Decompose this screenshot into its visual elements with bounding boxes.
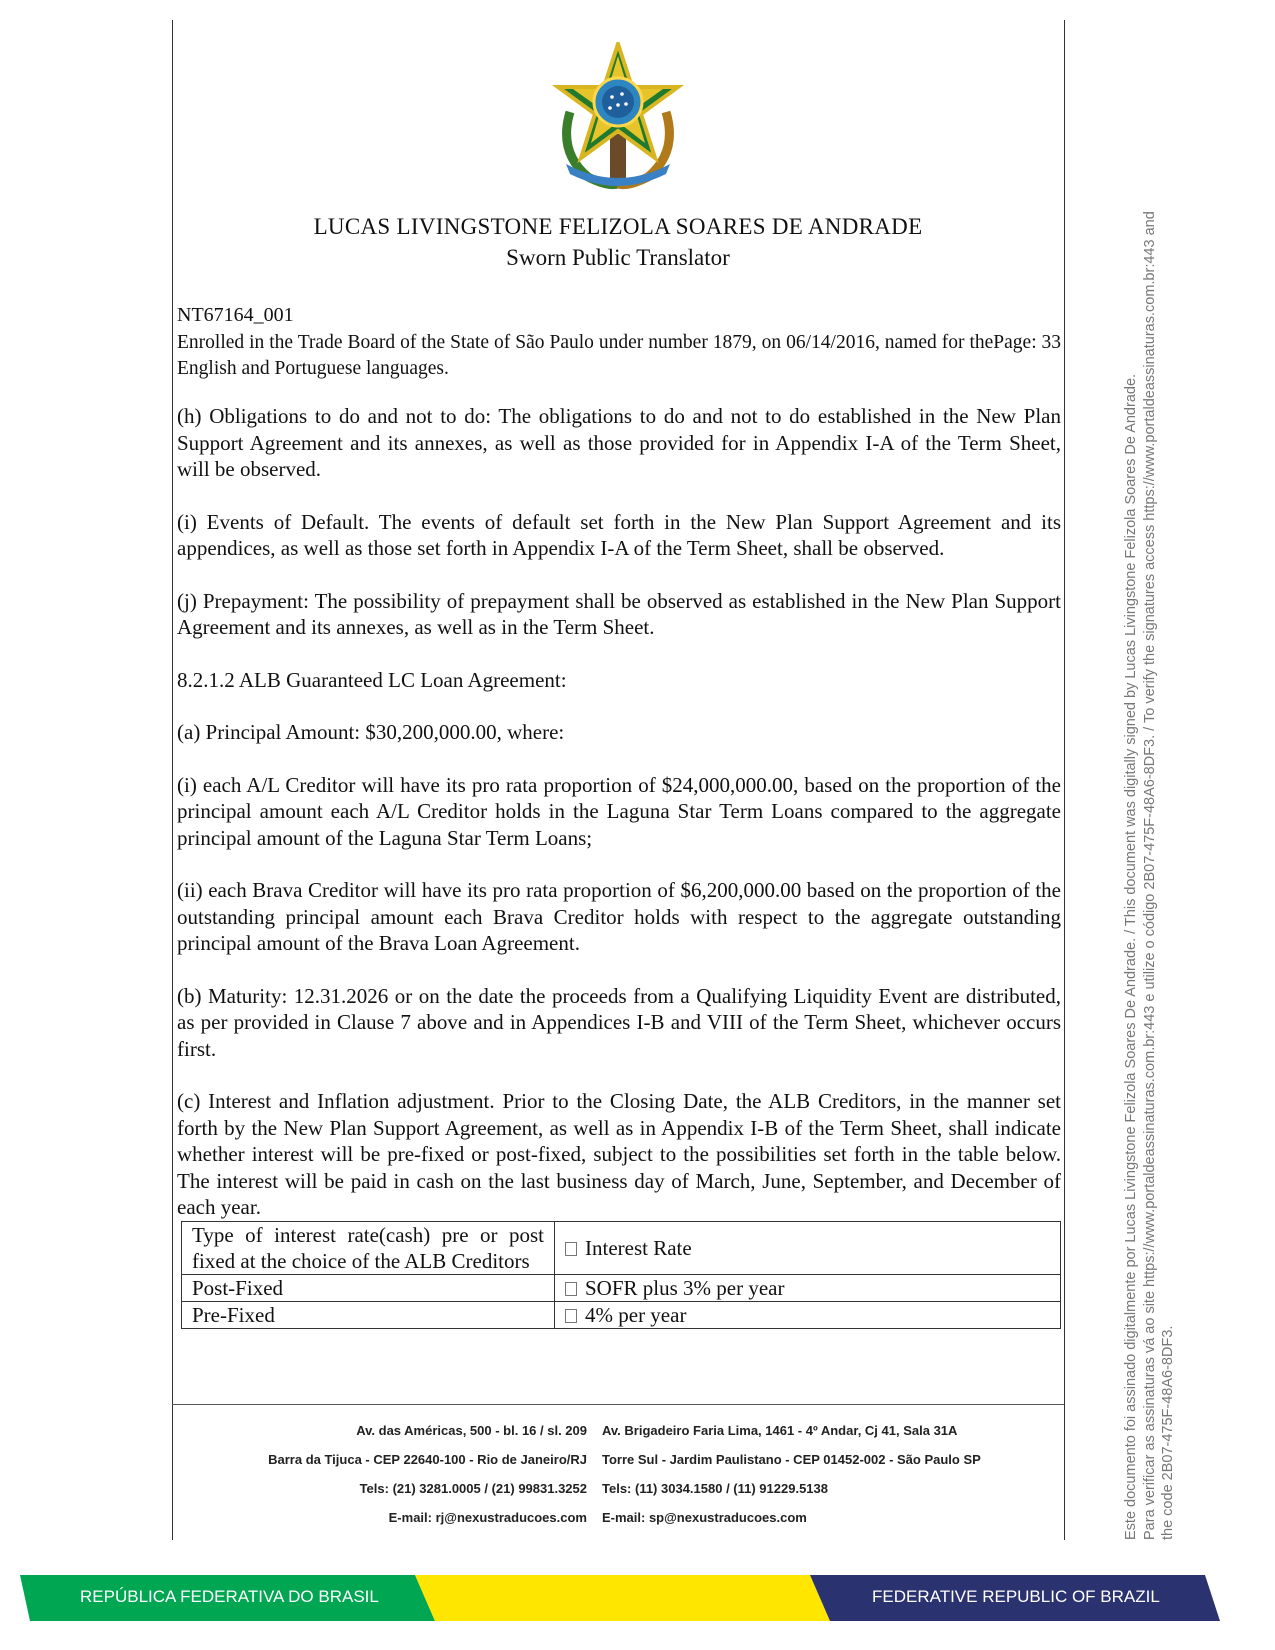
signature-notice-line: the code 2B07-475F-48A6-8DF3. <box>1160 1325 1176 1540</box>
table-header-rate: Interest Rate <box>585 1236 692 1260</box>
checkbox-glyph-icon <box>565 1309 577 1323</box>
page-number: Page: 33 <box>993 332 1061 353</box>
checkbox-glyph-icon <box>565 1242 577 1256</box>
sp-email: E-mail: sp@nexustraducoes.com <box>602 1510 807 1525</box>
enrollment-statement <box>177 330 1061 382</box>
paragraph-principal-amount: (a) Principal Amount: $30,200,000.00, where: <box>177 720 565 744</box>
footer-sao-paulo-office <box>602 1416 981 1532</box>
table-cell-rate-wrap <box>555 1275 1061 1302</box>
signature-notice-line: Este documento foi assinado digitalmente por Lucas Livingstone Felizola Soares De Andrade. / This document was digitally signed by Lucas Livingstone Felizola Soares De Andrade. <box>1123 373 1139 1540</box>
sp-city: Torre Sul - Jardim Paulistano - CEP 01452-002 - São Paulo SP <box>602 1452 981 1467</box>
sp-address: Av. Brigadeiro Faria Lima, 1461 - 4º Andar, Cj 41, Sala 31A <box>602 1423 958 1438</box>
paragraph-brava-creditor: (ii) each Brava Creditor will have its pro rata proportion of $6,200,000.00 based on the proportion of the outstanding principal amount each Brava Creditor holds with respect to the aggregate outstanding principal amount of the Brava Loan Agreement. <box>177 878 1061 955</box>
footer-rio-office <box>268 1416 587 1532</box>
table-header-rate-cell <box>555 1222 1061 1275</box>
paragraph-interest: (c) Interest and Inflation adjustment. Prior to the Closing Date, the ALB Creditors, in the manner set forth by the New Plan Support Agreement, as well as in Appendix I-B of the Term Sheet, shall indicate whether interest will be pre-fixed or post-fixed, subject to the possibilities set forth in the table below. The interest will be paid in cash on the last business day of March, June, September, and December of each year. <box>177 1089 1061 1219</box>
document-body <box>177 403 1061 1221</box>
paragraph-events-of-default: (i) Events of Default. The events of default set forth in the New Plan Support Agreement and its appendices, as well as those set forth in Appendix I-A of the Term Sheet, shall be observed. <box>177 509 1061 560</box>
flag-right-label: FEDERATIVE REPUBLIC OF BRAZIL <box>872 1587 1160 1606</box>
rio-city: Barra da Tijuca - CEP 22640-100 - Rio de Janeiro/RJ <box>268 1452 587 1467</box>
right-margin-rule <box>1064 20 1065 1540</box>
table-cell-type: Pre-Fixed <box>182 1302 555 1329</box>
flag-left-label: REPÚBLICA FEDERATIVA DO BRASIL <box>80 1587 379 1606</box>
rio-address: Av. das Américas, 500 - bl. 16 / sl. 209 <box>356 1423 587 1438</box>
table-cell-rate: 4% per year <box>585 1303 687 1327</box>
sp-phones: Tels: (11) 3034.1580 / (11) 91229.5138 <box>602 1481 828 1496</box>
rio-phones: Tels: (21) 3281.0005 / (21) 99831.3252 <box>359 1481 587 1496</box>
paragraph-al-creditor: (i) each A/L Creditor will have its pro rata proportion of $24,000,000.00, based on the proportion of the principal amount each A/L Creditor holds in the Laguna Star Term Loans compared to the aggregate principal amount of the Laguna Star Term Loans; <box>177 772 1061 850</box>
table-cell-rate-wrap <box>555 1302 1061 1329</box>
document-reference: NT67164_001 <box>177 304 294 326</box>
paragraph-maturity: (b) Maturity: 12.31.2026 or on the date the proceeds from a Qualifying Liquidity Event are distributed, as per provided in Clause 7 above and in Appendices I-B and VIII of the Term Sheet, whichever occurs first. <box>177 983 1061 1061</box>
table-header-type: Type of interest rate(cash) pre or post fixed at the choice of the ALB Creditors <box>182 1222 555 1275</box>
paragraph-prepayment: (j) Prepayment: The possibility of prepayment shall be observed as established in the New Plan Support Agreement and its annexes, as well as in the Term Sheet. <box>177 588 1061 639</box>
table-row <box>182 1275 1061 1302</box>
table-cell-rate: SOFR plus 3% per year <box>585 1276 785 1300</box>
signature-notice-line: Para verificar as assinaturas vá ao site https://www.portaldeassinaturas.com.br:443 e utilize o código 2B07-475F-48A6-8DF3. / To verify the signatures access https://www.portaldeassinaturas.com.br:443 and <box>1141 211 1158 1540</box>
translator-name: LUCAS LIVINGSTONE FELIZOLA SOARES DE ANDRADE <box>313 214 923 239</box>
table-header-row <box>182 1222 1061 1275</box>
digital-signature-notice <box>1122 0 1178 1540</box>
section-heading: 8.2.1.2 ALB Guaranteed LC Loan Agreement: <box>177 667 567 692</box>
flag-band-yellow <box>415 1575 830 1621</box>
enrollment-text: Enrolled in the Trade Board of the State of São Paulo under number 1879, on 06/14/2016, named for the English and Portuguese languages. <box>177 332 994 379</box>
footer-divider <box>172 1404 1064 1405</box>
rio-email: E-mail: rj@nexustraducoes.com <box>388 1510 587 1525</box>
table-cell-type: Post-Fixed <box>182 1275 555 1302</box>
translator-role: Sworn Public Translator <box>506 245 730 270</box>
table-row <box>182 1302 1061 1329</box>
interest-rate-table <box>181 1221 1061 1329</box>
brazil-coat-of-arms-seal <box>548 42 688 192</box>
paragraph-obligations: (h) Obligations to do and not to do: The obligations to do and not to do established in the New Plan Support Agreement and its annexes, as well as those provided for in Appendix I-A of the Term Sheet, will be observed. <box>177 404 1061 481</box>
checkbox-glyph-icon <box>565 1282 577 1296</box>
